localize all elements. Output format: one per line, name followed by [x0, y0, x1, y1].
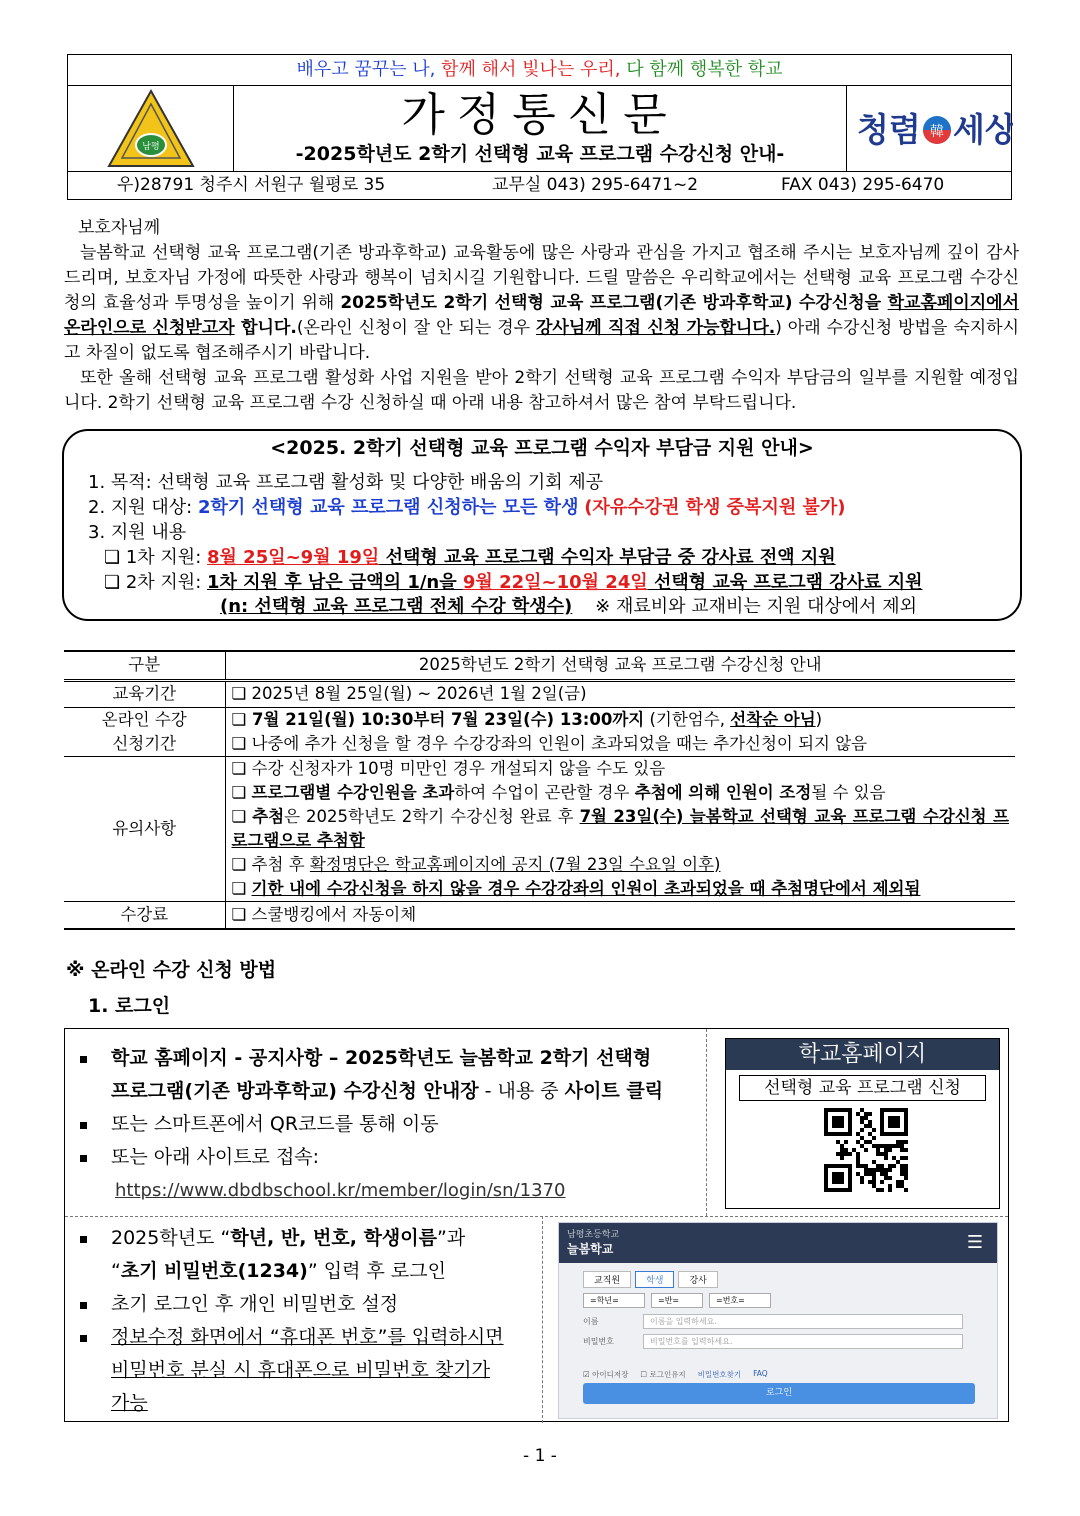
password-input[interactable]: 비밀번호를 입력하세요.: [643, 1334, 963, 1349]
list-item-continued: 가능: [111, 1392, 148, 1414]
homepage-panel: [725, 1038, 1000, 1209]
support-notice-box: [62, 429, 1022, 621]
period-value: ❏ 2025년 8월 25일(월) ~ 2026년 1월 2일(금): [225, 680, 1015, 707]
number-select[interactable]: =번호=: [709, 1293, 771, 1308]
school-logo: [68, 86, 234, 171]
select-row: [583, 1293, 771, 1308]
fax-number: FAX 043) 295-6470: [781, 175, 945, 195]
list-item: 또는 스마트폰에서 QR코드를 통해 이동: [80, 1108, 700, 1141]
login-instructions: [64, 1028, 1009, 1422]
login-button[interactable]: 로그인: [583, 1383, 975, 1404]
login-screen-screenshot: [558, 1222, 998, 1419]
table-row: [64, 707, 1015, 756]
intro-paragraph-2: 또한 올해 선택형 교육 프로그램 활성화 사업 지원을 받아 2학기 선택형 교육 프로그램 수익자 부담금의 일부를 지원할 예정입니다. 2학기 선택형 교육 프로그램 수강 신청하실 때 아래 내용 참고하셔서 많은 참여 부탁드립니다.: [64, 368, 1019, 413]
class-select[interactable]: =반=: [651, 1293, 703, 1308]
second-support-detail: (n: 선택형 교육 프로그램 전체 수강 학생수) ※ 재료비와 교재비는 지원 대상에서 제외: [220, 596, 918, 617]
logo-text: 남평: [142, 142, 160, 152]
office-phone: 교무실 043) 295-6471~2: [492, 175, 699, 195]
tab-student[interactable]: 학생: [635, 1271, 674, 1288]
greeting: 보호자님께: [78, 218, 161, 238]
school-slogan: [68, 55, 1011, 86]
list-item-continued: 비밀번호 분실 시 휴대폰으로 비밀번호 찾기가: [111, 1359, 490, 1381]
app-header: 남평초등학교 늘봄학교 ☰: [559, 1223, 997, 1263]
list-item-continued: 프로그램(기존 방과후학교) 수강신청 안내장 - 내용 중 사이트 클릭: [111, 1080, 664, 1102]
brand-text-1: 청렴: [857, 110, 921, 149]
program-apply-button[interactable]: 선택형 교육 프로그램 신청: [739, 1075, 986, 1101]
login-steps: [80, 1222, 535, 1420]
slogan-part-2: 함께 해서 빛나는 우리,: [441, 59, 621, 80]
name-row: [583, 1314, 975, 1329]
password-row: [583, 1334, 975, 1349]
list-item: 2025학년도 “학년, 반, 번호, 학생이름”과: [80, 1222, 535, 1255]
contact-row: [68, 171, 1011, 199]
find-password-link[interactable]: 비밀번호찾기: [697, 1370, 742, 1379]
login-options: [583, 1369, 768, 1380]
letterhead: [67, 54, 1012, 200]
table-header-row: [64, 651, 1015, 680]
slogan-part-1: 배우고 꿈꾸는 나,: [296, 59, 436, 80]
support-purpose: 1. 목적: 선택형 교육 프로그램 활성화 및 다양한 배움의 기회 제공: [88, 472, 604, 493]
tab-staff[interactable]: 교직원: [583, 1271, 631, 1288]
table-row: [64, 680, 1015, 707]
page-title: 가정통신문: [401, 88, 679, 141]
support-target: 2. 지원 대상: 2학기 선택형 교육 프로그램 신청하는 모든 학생 (자유수강권 학생 중복지원 불가): [88, 497, 846, 518]
list-item: 학교 홈페이지 - 공지사항 – 2025학년도 늘봄학교 2학기 선택형: [80, 1042, 700, 1075]
keep-login-checkbox[interactable]: ☐ 로그인유지: [640, 1370, 686, 1379]
grade-select[interactable]: =학년=: [583, 1293, 645, 1308]
name-input[interactable]: 이름을 입력하세요.: [643, 1314, 963, 1329]
header-category: 구분: [64, 651, 225, 680]
online-value: ❏ 7월 21일(월) 10:30부터 7월 23일(수) 13:00까지 (기한엄수, 선착순 아님) ❏ 나중에 추가 신청을 할 경우 수강강좌의 인원이 초과되었을 때는 추가신청이 되지 않음: [225, 707, 1015, 756]
intro-letter: [64, 216, 1019, 416]
slogan-part-3: 다 함께 행복한 학교: [626, 59, 783, 80]
table-row: [64, 756, 1015, 901]
homepage-title: 학교홈페이지: [726, 1039, 999, 1070]
section-title: ※ 온라인 수강 신청 방법: [66, 959, 277, 981]
page-number: - 1 -: [523, 1446, 557, 1466]
password-label: 비밀번호: [583, 1337, 614, 1346]
qr-code-icon[interactable]: [823, 1107, 909, 1193]
integrity-brand-logo: [847, 86, 1013, 171]
fee-value: ❏ 스쿨뱅킹에서 자동이체: [225, 901, 1015, 929]
list-item-continued: “초기 비밀번호(1234)” 입력 후 로그인: [111, 1260, 446, 1282]
list-item: 정보수정 화면에서 “휴대폰 번호”를 입력하시면: [80, 1321, 535, 1354]
access-steps: [80, 1042, 700, 1207]
second-support: ❏ 2차 지원: 1차 지원 후 남은 금액의 1/n을 9월 22일~10월 24일 선택형 교육 프로그램 강사료 지원: [104, 572, 923, 593]
online-label: 온라인 수강 신청기간: [64, 707, 225, 756]
title-cell: [234, 86, 847, 171]
name-label: 이름: [583, 1317, 599, 1326]
notes-label: 유의사항: [64, 756, 225, 901]
support-content-heading: 3. 지원 내용: [88, 522, 187, 543]
support-box-title: <2025. 2학기 선택형 교육 프로그램 수익자 부담금 지원 안내>: [270, 437, 814, 459]
period-label: 교육기간: [64, 680, 225, 707]
menu-icon[interactable]: ☰: [966, 1232, 983, 1253]
table-row: [64, 901, 1015, 929]
tab-teacher[interactable]: 강사: [678, 1271, 717, 1288]
school-address: 우)28791 청주시 서원구 월평로 35: [117, 175, 386, 195]
step-title: 1. 로그인: [88, 995, 171, 1017]
header-guide: 2025학년도 2학기 선택형 교육 프로그램 수강신청 안내: [225, 651, 1015, 680]
role-tabs: [583, 1271, 718, 1288]
save-id-checkbox[interactable]: ☑ 아이디저장: [583, 1370, 629, 1379]
fee-label: 수강료: [64, 901, 225, 929]
first-support: ❏ 1차 지원: 8월 25일~9월 19일 선택형 교육 프로그램 수익자 부담금 중 강사료 전액 지원: [104, 547, 836, 568]
course-info-table: [64, 650, 1015, 930]
page-subtitle: -2025학년도 2학기 선택형 교육 프로그램 수강신청 안내-: [295, 143, 785, 165]
notes-value: ❏ 수강 신청자가 10명 미만인 경우 개설되지 않을 수도 있음 ❏ 프로그램별 수강인원을 초과하여 수업이 곤란할 경우 추첨에 의해 인원이 조정될 수 있음 ❏ 추첨은 2025학년도 2학기 수강신청 완료 후 7월 23일(수) 늘봄학교 선택형 교육 프로그램 수강신청 프로그램으로 추첨함 ❏ 추첨 후 확정명단은 학교홈페이지에 공지 (7월 23일 수요일 이후) ❏ 기한 내에 수강신청을 하지 않을 경우 수강강좌의 인원이 초과되었을 때 추첨명단에서 제외됨: [225, 756, 1015, 901]
brand-mark: 韓: [930, 124, 944, 140]
brand-text-2: 세상: [953, 110, 1013, 149]
faq-link[interactable]: FAQ: [753, 1369, 768, 1378]
intro-paragraph-1: 늘봄학교 선택형 교육 프로그램(기존 방과후학교) 교육활동에 많은 사랑과 관심을 가지고 협조해 주시는 보호자님께 깊이 감사드리며, 보호자님 가정에 따뜻한 사랑과 행복이 넘치시길 기원합니다. 드릴 말씀은 우리학교에서는 선택형 교육 프로그램 수강신청의 효율성과 투명성을 높이기 위해 2025학년도 2학기 선택형 교육 프로그램(기존 방과후학교) 수강신청을 학교홈페이지에서 온라인으로 신청받고자 합니다.(온라인 신청이 잘 안 되는 경우 강사님께 직접 신청 가능합니다.) 아래 수강신청 방법을 숙지하시고 차질이 없도록 협조해주시기 바랍니다.: [64, 243, 1020, 363]
list-item: 또는 아래 사이트로 접속:: [80, 1141, 700, 1174]
login-url-link[interactable]: https://www.dbdbschool.kr/member/login/sn/1370: [115, 1180, 566, 1201]
list-item: 초기 로그인 후 개인 비밀번호 설정: [80, 1288, 535, 1321]
